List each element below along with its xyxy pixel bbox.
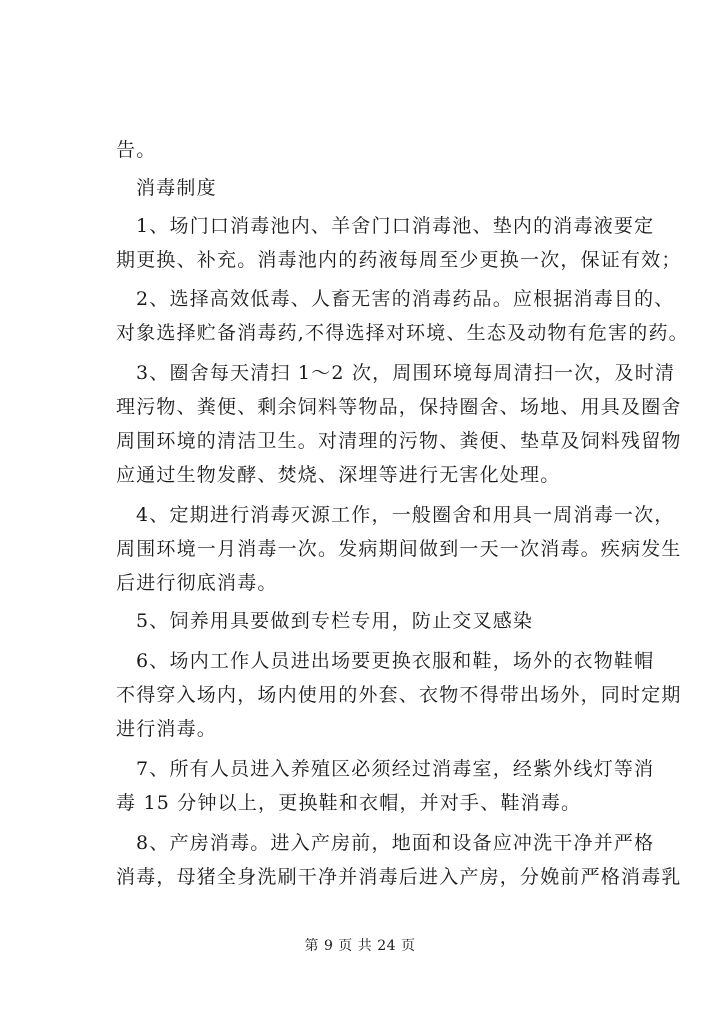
text-line-6: 对象选择贮备消毒药,不得选择对环境、生态及动物有危害的药。 xyxy=(116,322,689,344)
text-line-20: 8、产房消毒。进入产房前，地面和设备应冲洗干净并严格 xyxy=(136,832,655,854)
text-line-5: 2、选择高效低毒、人畜无害的消毒药品。应根据消毒目的、 xyxy=(136,288,675,310)
text-line-17: 进行消毒。 xyxy=(116,718,218,740)
text-line-18: 7、所有人员进入养殖区必须经过消毒室，经紫外线灯等消 xyxy=(136,758,655,780)
text-line-19: 毒 15 分钟以上，更换鞋和衣帽，并对手、鞋消毒。 xyxy=(116,792,582,814)
page-footer: 第 9 页 共 24 页 xyxy=(304,938,416,954)
text-line-4: 期更换、补充。消毒池内的药液每周至少更换一次，保证有效； xyxy=(116,249,682,271)
text-line-12: 周围环境一月消毒一次。发病期间做到一天一次消毒。疾病发生 xyxy=(116,538,682,560)
text-line-8: 理污物、粪便、剩余饲料等物品，保持圈舍、场地、用具及圈舍 xyxy=(116,396,682,418)
text-line-1: 告。 xyxy=(116,139,157,161)
text-line-14: 5、饲养用具要做到专栏专用，防止交叉感染 xyxy=(136,610,534,632)
text-line-3: 1、场门口消毒池内、羊舍门口消毒池、垫内的消毒液要定 xyxy=(136,215,655,237)
text-line-21: 消毒，母猪全身洗刷干净并消毒后进入产房，分娩前严格消毒乳 xyxy=(116,866,682,888)
text-line-16: 不得穿入场内，场内使用的外套、衣物不得带出场外，同时定期 xyxy=(116,684,682,706)
text-line-13: 后进行彻底消毒。 xyxy=(116,572,278,594)
text-line-11: 4、定期进行消毒灭源工作，一般圈舍和用具一周消毒一次， xyxy=(136,504,675,526)
section-heading: 消毒制度 xyxy=(136,177,217,199)
text-line-15: 6、场内工作人员进出场要更换衣服和鞋，场外的衣物鞋帽 xyxy=(136,650,655,672)
text-line-9: 周围环境的清洁卫生。对清理的污物、粪便、垫草及饲料残留物 xyxy=(116,430,682,452)
text-line-7: 3、圈舍每天清扫 1～2 次，周围环境每周清扫一次，及时清 xyxy=(136,362,676,384)
text-line-10: 应通过生物发酵、焚烧、深埋等进行无害化处理。 xyxy=(116,464,561,486)
